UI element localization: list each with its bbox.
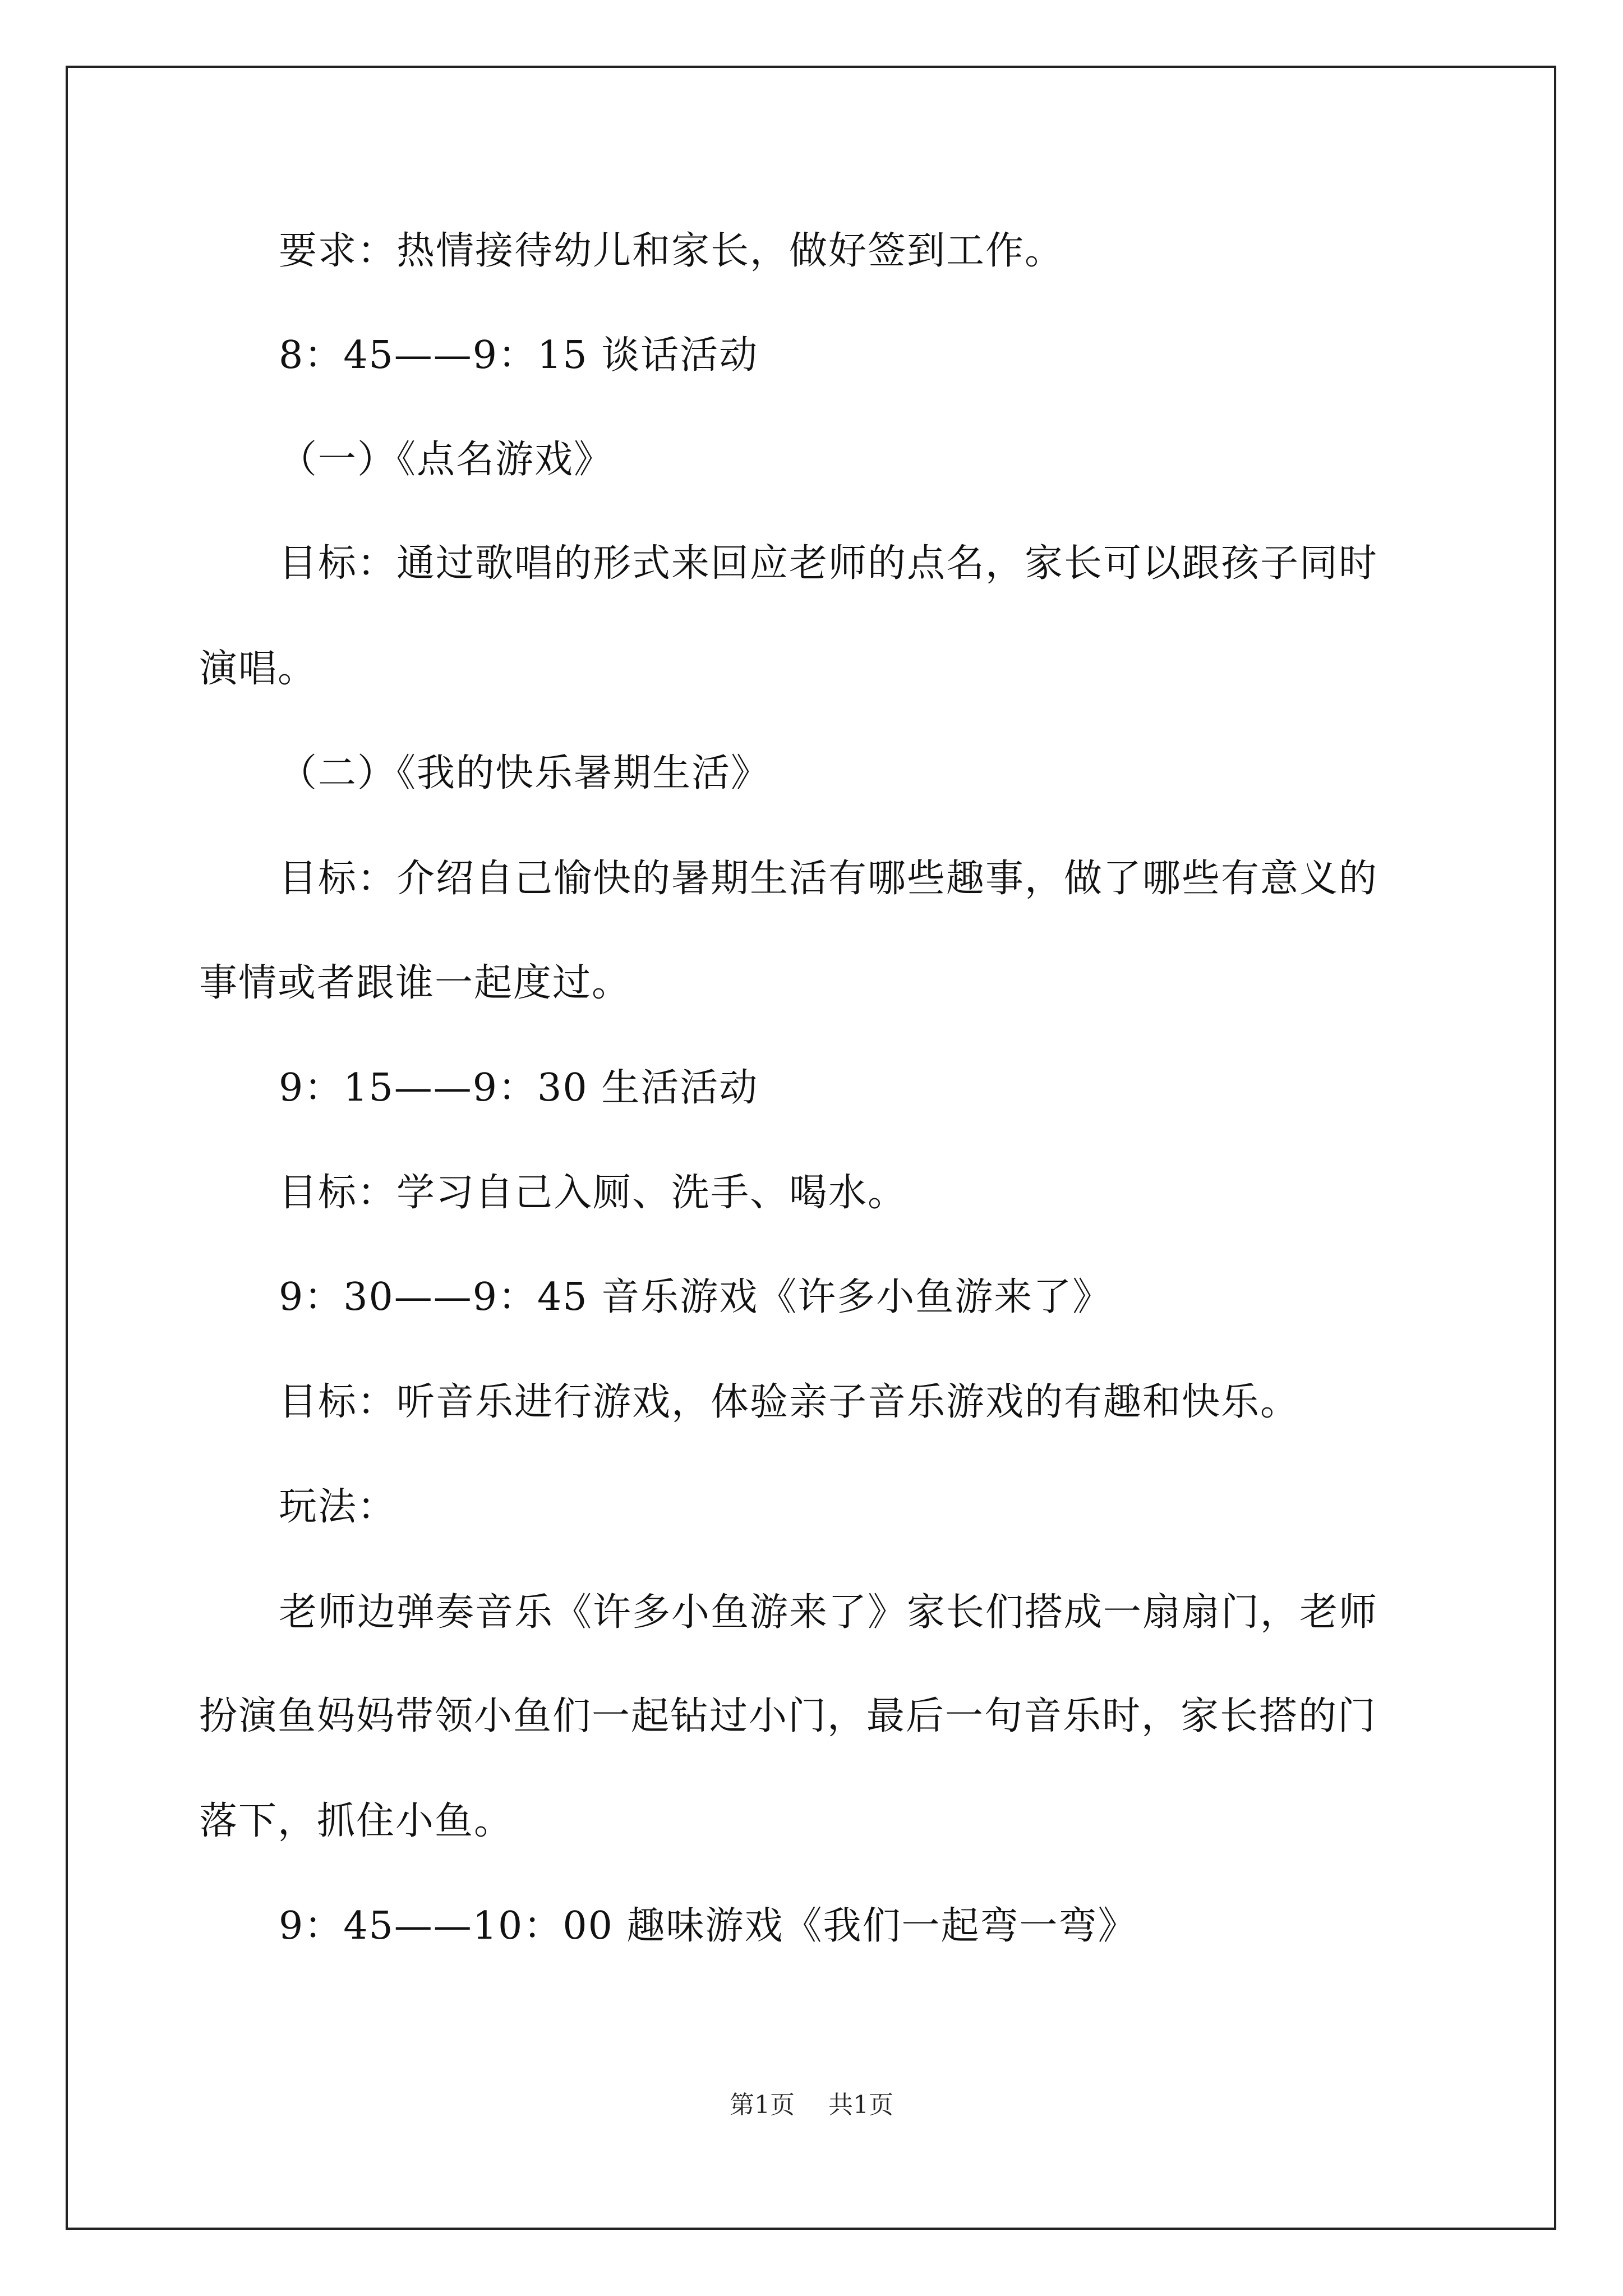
text-line: 9：45——10：00 趣味游戏《我们一起弯一弯》 [279,1904,1137,1948]
text-line: 扮演鱼妈妈带领小鱼们一起钻过小门，最后一句音乐时，家长搭的门 [199,1694,1377,1738]
text-line: 8：45——9：15 谈话活动 [279,333,759,378]
text-line: （一）《点名游戏》 [279,438,614,482]
text-line: 9：15——9：30 生活活动 [279,1066,759,1110]
text-line: 玩法： [279,1485,397,1529]
text-line: 目标：通过歌唱的形式来回应老师的点名，家长可以跟孩子同时 [279,541,1378,586]
page-number-total: 共1页 [828,2091,893,2119]
text-line: 事情或者跟谁一起度过。 [199,961,631,1005]
text-line: 演唱。 [199,647,317,691]
text-line: 落下，抓住小鱼。 [199,1799,514,1843]
page-footer [0,2090,1623,2121]
text-line: 目标：听音乐进行游戏，体验亲子音乐游戏的有趣和快乐。 [279,1380,1300,1424]
text-line: 目标：学习自己入厕、洗手、喝水。 [279,1171,907,1215]
text-line: （二）《我的快乐暑期生活》 [279,751,771,795]
text-line: 要求：热情接待幼儿和家长，做好签到工作。 [279,229,1064,273]
text-line: 目标：介绍自己愉快的暑期生活有哪些趣事，做了哪些有意义的 [279,857,1378,901]
page-number-current: 第1页 [730,2091,795,2119]
text-line: 老师边弹奏音乐《许多小鱼游来了》家长们搭成一扇扇门，老师 [279,1590,1378,1635]
text-line: 9：30——9：45 音乐游戏《许多小鱼游来了》 [279,1275,1112,1319]
